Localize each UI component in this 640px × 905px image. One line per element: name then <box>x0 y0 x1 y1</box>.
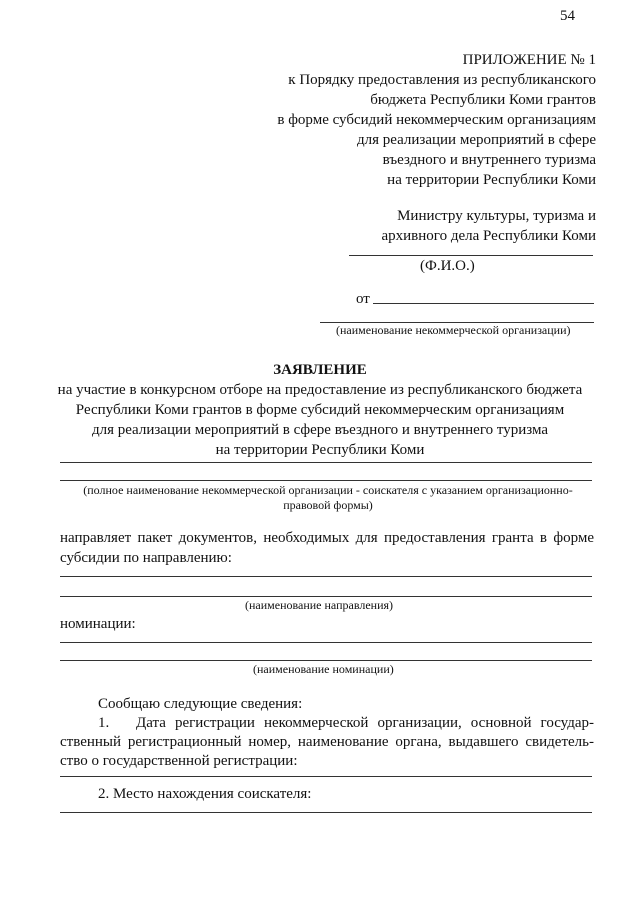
report-intro: Сообщаю следующие сведения: <box>98 696 303 712</box>
appendix-heading: ПРИЛОЖЕНИЕ № 1 <box>462 52 596 68</box>
item2-line: 2. Место нахождения соискателя: <box>98 786 312 802</box>
nomination-field-1[interactable] <box>60 642 592 643</box>
addressee-line: Министру культуры, туризма и <box>397 208 596 224</box>
appendix-line: въездного и внутреннего туризма <box>382 152 596 168</box>
applicant-field-1[interactable] <box>60 462 592 463</box>
applicant-field-2[interactable] <box>60 480 592 481</box>
from-label: от <box>356 291 370 307</box>
nomination-field-2[interactable] <box>60 660 592 661</box>
appendix-block <box>277 50 596 190</box>
statement-title: ЗАЯВЛЕНИЕ <box>273 362 367 378</box>
appendix-line: для реализации мероприятий в сфере <box>357 132 596 148</box>
sends-line: субсидии по направлению: <box>60 550 232 566</box>
applicant-caption <box>50 483 606 513</box>
statement-line: на территории Республики Коми <box>215 442 425 458</box>
appendix-line: бюджета Республики Коми грантов <box>370 92 596 108</box>
page-number: 54 <box>560 8 575 24</box>
statement-line: для реализации мероприятий в сфере въездного и внутреннего туризма <box>91 422 549 438</box>
appendix-line: в форме субсидий некоммерческим организациям <box>277 112 596 128</box>
item1-line: ство о государственной регистрации: <box>60 753 298 769</box>
statement-block <box>0 360 640 460</box>
nomination-caption: (наименование номинации) <box>253 662 394 676</box>
appendix-line: к Порядку предоставления из республиканского <box>288 72 596 88</box>
direction-field-2[interactable] <box>60 596 592 597</box>
statement-line: Республики Коми грантов в форме субсидий некоммерческим организациям <box>75 402 565 418</box>
statement-line: на участие в конкурсном отборе на предоставление из республиканского бюджета <box>57 382 583 398</box>
applicant-caption-line: (полное наименование некоммерческой организации - соискателя с указанием организационно- <box>83 483 573 497</box>
addressee-line: архивного дела Республики Коми <box>381 228 596 244</box>
direction-field-1[interactable] <box>60 576 592 577</box>
addressee-block <box>382 206 597 246</box>
direction-caption: (наименование направления) <box>245 598 394 612</box>
applicant-caption-line: правовой формы) <box>283 498 373 512</box>
appendix-line: на территории Республики Коми <box>387 172 596 188</box>
location-field[interactable] <box>60 812 592 813</box>
from-field[interactable] <box>373 303 594 304</box>
registration-field[interactable] <box>60 776 592 777</box>
fio-caption: (Ф.И.О.) <box>420 258 475 274</box>
sends-line: направляет пакет документов, необходимых для предоставления гранта в форме <box>60 530 594 546</box>
item1-number: 1. <box>98 715 110 731</box>
item1-line: ственный регистрационный номер, наименование органа, выдавшего свидетель- <box>60 734 594 750</box>
org-caption: (наименование некоммерческой организации) <box>336 323 571 337</box>
item1-line: Дата регистрации некоммерческой организации, основной государ- <box>136 715 594 731</box>
nominations-label: номинации: <box>60 616 136 632</box>
